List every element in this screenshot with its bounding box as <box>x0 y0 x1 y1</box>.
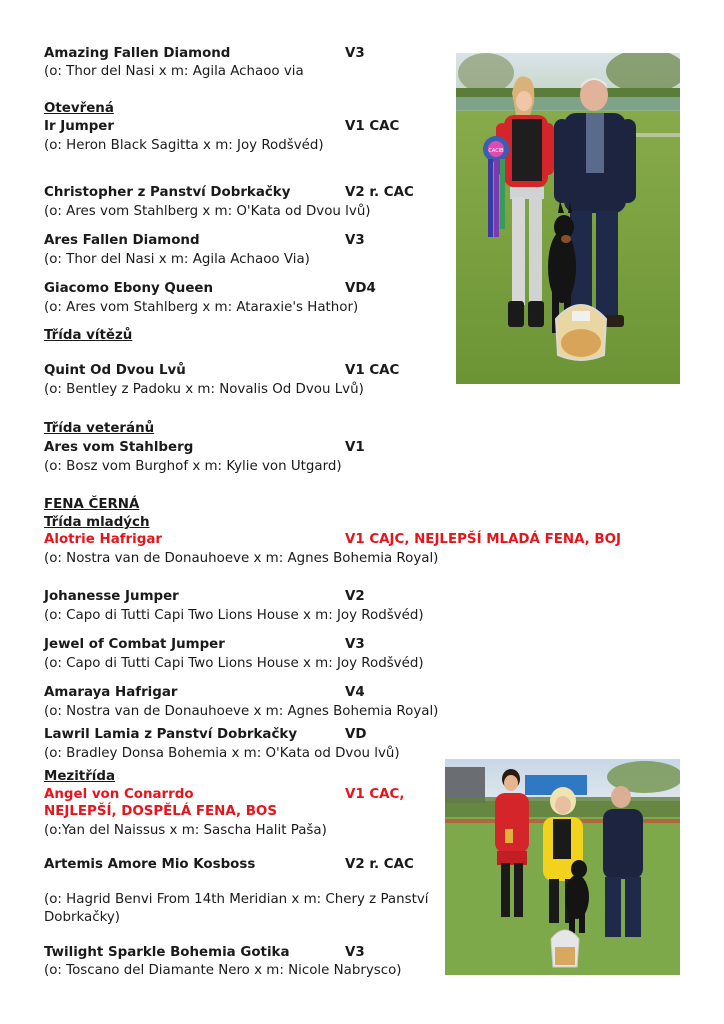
entry-name: Artemis Amore Mio Kosboss <box>44 857 256 872</box>
entry-name: Lawril Lamia z Panství Dobrkačky <box>44 727 298 742</box>
entry-name: Amaraya Hafrigar <box>44 685 178 700</box>
class-heading: Třída mladých <box>44 515 150 530</box>
entry-grade: V1 CAC, <box>345 787 405 802</box>
entry-grade: VD4 <box>345 281 376 296</box>
entry-parents: (o: Bosz vom Burghof x m: Kylie von Utgard) <box>44 459 342 474</box>
entry-grade: V3 <box>345 945 365 960</box>
entry-name: Angel von Conarrdo <box>44 787 194 802</box>
entry-name: Alotrie Hafrigar <box>44 532 162 547</box>
entry-name: Quint Od Dvou Lvů <box>44 363 186 378</box>
section-heading: FENA ČERNÁ <box>44 497 140 512</box>
entry-parents: (o: Hagrid Benvi From 14th Meridian x m: Chery z Panství <box>44 892 429 907</box>
entry-name: Twilight Sparkle Bohemia Gotika <box>44 945 290 960</box>
entry-grade: V1 CAC <box>345 363 400 378</box>
entry-parents: (o: Heron Black Sagitta x m: Joy Rodšvéd) <box>44 138 324 153</box>
entry-grade: V1 CAC <box>345 119 400 134</box>
entry-parents: (o: Capo di Tutti Capi Two Lions House x m: Joy Rodšvéd) <box>44 608 424 623</box>
entry-grade: V2 r. CAC <box>345 857 414 872</box>
entry-parents: (o: Thor del Nasi x m: Agila Achaoo via <box>44 64 304 79</box>
entry-grade: V1 CAJC, NEJLEPŠÍ MLADÁ FENA, BOJ <box>345 532 622 547</box>
entry-parents: (o:Yan del Naissus x m: Sascha Halit Paša) <box>44 823 327 838</box>
entry-parents: (o: Nostra van de Donauhoeve x m: Agnes Bohemia Royal) <box>44 551 439 566</box>
entry-parents: (o: Bentley z Padoku x m: Novalis Od Dvou Lvů) <box>44 382 364 397</box>
entry-name: Christopher z Panství Dobrkačky <box>44 185 291 200</box>
entry-grade: V1 <box>345 440 365 455</box>
class-heading: Mezitřída <box>44 769 116 784</box>
class-heading: Otevřená <box>44 101 114 116</box>
class-heading: Třída vítězů <box>44 328 133 343</box>
entry-name: Ares Fallen Diamond <box>44 233 200 248</box>
winner-photo-male <box>456 53 680 384</box>
entry-grade: V4 <box>345 685 365 700</box>
winner-photo-female <box>445 759 680 975</box>
class-heading: Třída veteránů <box>44 421 155 436</box>
entry-grade: VD <box>345 727 367 742</box>
entry-name: Ares vom Stahlberg <box>44 440 194 455</box>
entry-grade: V3 <box>345 637 365 652</box>
rosette-label: CACIB <box>488 148 504 154</box>
entry-name: Amazing Fallen Diamond <box>44 46 231 61</box>
entry-grade: V2 r. CAC <box>345 185 414 200</box>
entry-grade: V3 <box>345 46 365 61</box>
entry-parents: (o: Nostra van de Donauhoeve x m: Agnes Bohemia Royal) <box>44 704 439 719</box>
entry-name: Ir Jumper <box>44 119 114 134</box>
entry-title: NEJLEPŠÍ, DOSPĚLÁ FENA, BOS <box>44 804 277 819</box>
entry-parents: (o: Thor del Nasi x m: Agila Achaoo Via) <box>44 252 310 267</box>
entry-parents: (o: Toscano del Diamante Nero x m: Nicole Nabrysco) <box>44 963 402 978</box>
entry-parents-cont: Dobrkačky) <box>44 910 121 925</box>
entry-grade: V3 <box>345 233 365 248</box>
entry-grade: V2 <box>345 589 365 604</box>
entry-name: Johanesse Jumper <box>44 589 179 604</box>
entry-name: Giacomo Ebony Queen <box>44 281 214 296</box>
entry-name: Jewel of Combat Jumper <box>44 637 225 652</box>
entry-parents: (o: Ares vom Stahlberg x m: O'Kata od Dvou lvů) <box>44 204 371 219</box>
entry-parents: (o: Capo di Tutti Capi Two Lions House x m: Joy Rodšvéd) <box>44 656 424 671</box>
entry-parents: (o: Bradley Donsa Bohemia x m: O'Kata od Dvou lvů) <box>44 746 400 761</box>
entry-parents: (o: Ares vom Stahlberg x m: Ataraxie's Hathor) <box>44 300 359 315</box>
